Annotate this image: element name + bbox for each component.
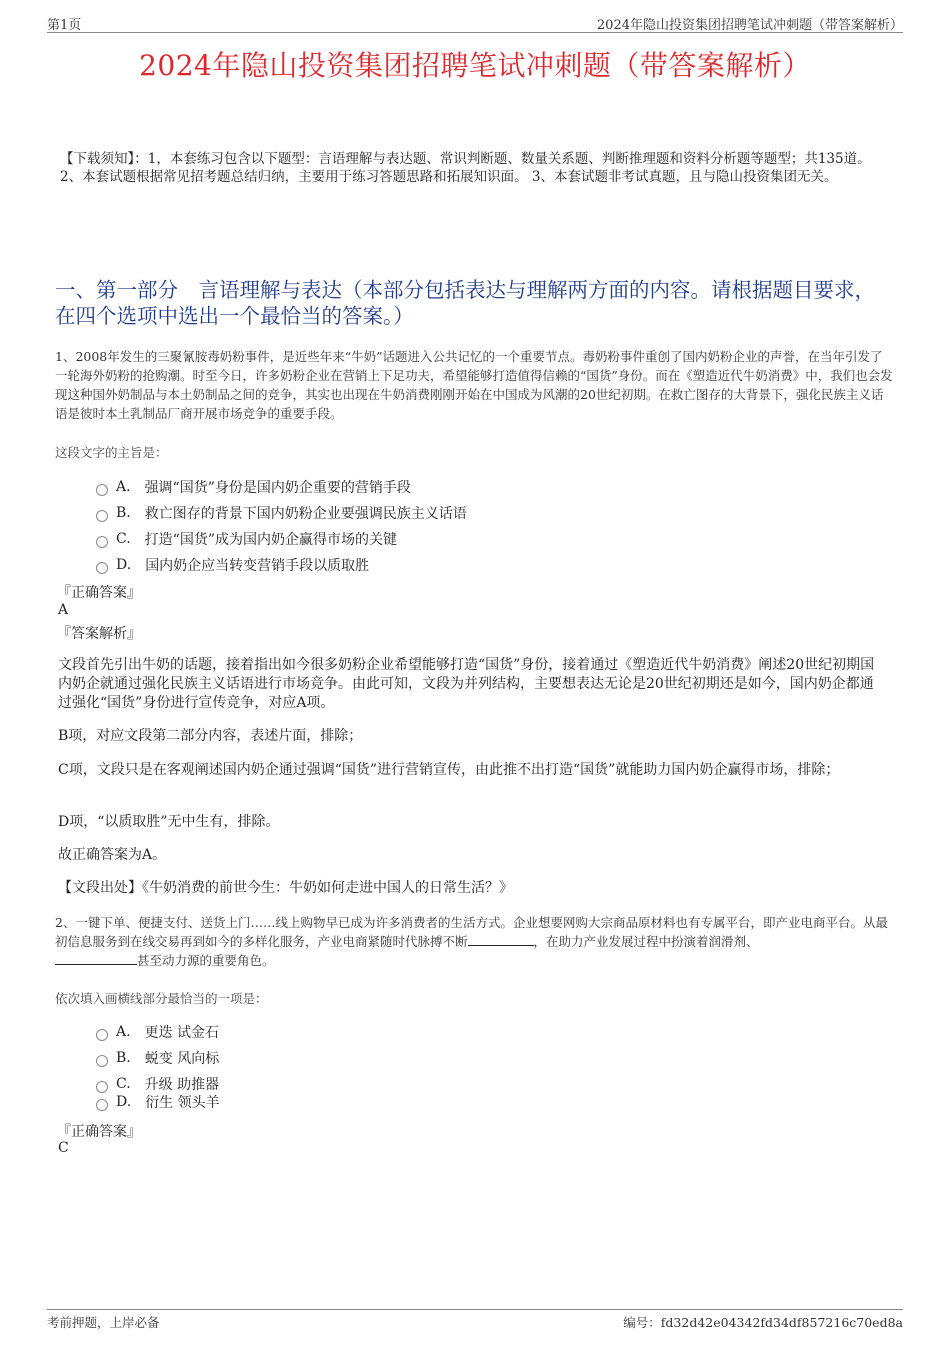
page-number: 第1页 <box>47 18 82 33</box>
q1-option-c[interactable] <box>96 529 397 549</box>
q1-analysis-c: C项，文段只是在客观阐述国内奶企通过强调“国货”进行营销宣传，由此推不出打造“国货”就能助力国内奶企赢得市场，排除； <box>58 762 840 778</box>
question-1-prompt: 这段文字的主旨是： <box>55 445 168 460</box>
q1-option-b[interactable] <box>96 503 467 523</box>
question-2-prompt: 依次填入画横线部分最恰当的一项是： <box>55 991 268 1006</box>
footer-divider <box>47 1309 903 1310</box>
page-header <box>47 14 903 33</box>
option-text: 打造“国货”成为国内奶企赢得市场的关键 <box>144 532 397 548</box>
question-2-text <box>55 913 895 970</box>
option-text: 救亡图存的背景下国内奶粉企业要强调民族主义话语 <box>144 506 467 522</box>
q2-answer-label: 『正确答案』 <box>57 1124 141 1140</box>
option-text: 蜕变 风向标 <box>144 1051 220 1067</box>
q2-option-d[interactable] <box>96 1092 220 1112</box>
radio-icon[interactable] <box>96 1029 108 1041</box>
option-letter: A. <box>116 1024 131 1040</box>
q2-option-a[interactable] <box>96 1022 219 1042</box>
q2-answer: C <box>58 1140 69 1156</box>
option-letter: A. <box>116 479 131 495</box>
q1-source: 【文段出处】《牛奶消费的前世今生：牛奶如何走进中国人的日常生活？》 <box>58 880 513 896</box>
radio-icon[interactable] <box>96 484 108 496</box>
option-letter: B. <box>116 1050 131 1066</box>
q2-text-part-3: 甚至动力源的重要角色。 <box>137 953 275 968</box>
q1-answer: A <box>58 602 69 618</box>
option-text: 衍生 领头羊 <box>145 1095 220 1111</box>
fill-blank-1 <box>468 933 534 946</box>
option-letter: D. <box>116 1094 132 1110</box>
option-text: 国内奶企应当转变营销手段以质取胜 <box>145 558 370 574</box>
radio-icon[interactable] <box>96 536 108 548</box>
section-heading: 一、第一部分 言语理解与表达（本部分包括表达与理解两方面的内容。请根据题目要求，在四个选项中选出一个最恰当的答案。） <box>55 278 875 328</box>
option-text: 升级 助推器 <box>144 1077 220 1093</box>
option-text: 强调“国货”身份是国内奶企重要的营销手段 <box>144 480 411 496</box>
download-notice: 【下载须知】：1，本套练习包含以下题型：言语理解与表达题、常识判断题、数量关系题、判断推理题和资料分析题等题型；共135道。 2、本套试题根据常见招考题总结归纳，主要用于练习答题思路和拓展知识面。 3、本套试题非考试真题，且与隐山投资集团无关。 <box>60 151 871 185</box>
q1-option-d[interactable] <box>96 555 369 575</box>
option-letter: B. <box>116 505 131 521</box>
header-doc-title: 2024年隐山投资集团招聘笔试冲刺题（带答案解析） <box>596 18 903 33</box>
q1-analysis-label: 『答案解析』 <box>57 626 141 642</box>
option-letter: C. <box>116 1076 131 1092</box>
q2-option-b[interactable] <box>96 1048 219 1068</box>
document-title: 2024年隐山投资集团招聘笔试冲刺题（带答案解析） <box>139 49 811 82</box>
radio-icon[interactable] <box>96 562 108 574</box>
fill-blank-2 <box>55 952 137 965</box>
radio-icon[interactable] <box>96 510 108 522</box>
q1-conclusion: 故正确答案为A。 <box>58 847 167 863</box>
q1-option-a[interactable] <box>96 477 411 497</box>
q2-text-part-2: ，在助力产业发展过程中扮演着润滑剂、 <box>533 934 759 949</box>
radio-icon[interactable] <box>96 1055 108 1067</box>
radio-icon[interactable] <box>96 1099 108 1111</box>
option-letter: D. <box>116 557 132 573</box>
footer-doc-id: 编号：fd32d42e04342fd34df857216c70ed8a <box>623 1315 903 1330</box>
question-1-text: 1、2008年发生的三聚氰胺毒奶粉事件，是近些年来“牛奶”话题进入公共记忆的一个重要节点。毒奶粉事件重创了国内奶粉企业的声誉，在当年引发了一轮海外奶粉的抢购潮。时至今日，许多奶粉企业在营销上下足功夫，希望能够打造值得信赖的“国货”身份。而在《塑造近代牛奶消费》中，我们也会发现这种国外奶制品与本土奶制品之间的竞争，其实也出现在牛奶消费刚刚开始在中国成为风潮的20世纪初期。在救亡图存的大背景下，强化民族主义话语是彼时本土乳制品厂商开展市场竞争的重要手段。 <box>55 349 893 421</box>
option-text: 更迭 试金石 <box>144 1025 220 1041</box>
footer-slogan: 考前押题，上岸必备 <box>47 1315 160 1330</box>
q1-analysis-b: B项，对应文段第二部分内容，表述片面，排除； <box>58 728 363 744</box>
q1-answer-label: 『正确答案』 <box>57 585 141 601</box>
q2-text-part-1: 2、一键下单、便捷支付、送货上门……线上购物早已成为许多消费者的生活方式。企业想要网购大宗商品原材料也有专属平台，即产业电商平台。从最初信息服务到在线交易再到如今的多样化服务，产业电商紧随时代脉搏不断 <box>55 915 888 949</box>
q2-option-c[interactable] <box>96 1074 219 1094</box>
q1-analysis-d: D项，“以质取胜”无中生有，排除。 <box>58 814 280 830</box>
q1-analysis-main: 文段首先引出牛奶的话题，接着指出如今很多奶粉企业希望能够打造“国货”身份，接着通过《塑造近代牛奶消费》阐述20世纪初期国内奶企就通过强化民族主义话语进行市场竞争。由此可知，文段为并列结构，主要想表达无论是20世纪初期还是如今，国内奶企都通过强化“国货”身份进行宣传竞争，对应A项。 <box>58 657 875 711</box>
option-letter: C. <box>116 531 131 547</box>
